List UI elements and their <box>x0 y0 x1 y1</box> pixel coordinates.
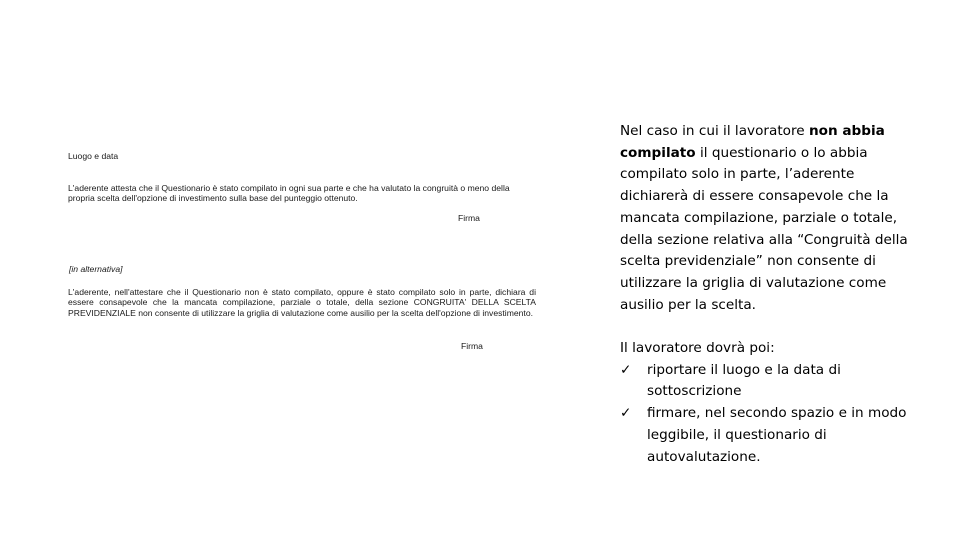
list-item-text: riportare il luogo e la data di sottoscrizione <box>647 361 841 400</box>
alternative-label: [in alternativa] <box>69 264 123 274</box>
signature-label-2: Firma <box>461 341 483 351</box>
list-item <box>620 403 910 468</box>
list-item <box>620 360 910 403</box>
list-item-text: firmare, nel secondo spazio e in modo leggibile, il questionario di autovalutazione. <box>647 405 907 465</box>
intro-bold: non abbia compilato <box>620 123 885 161</box>
spacer <box>620 316 910 338</box>
signature-label-1: Firma <box>458 213 480 223</box>
check-icon: ✓ <box>620 361 632 378</box>
explanation-text <box>620 121 910 468</box>
intro-suffix: il questionario o lo abbia compilato solo in parte, l’aderente dichiarerà di essere consapevole che la mancata compilazione, parziale o totale, della sezione relativa alla “Congruità della scelta previdenziale” non consente di utilizzare la griglia di valutazione come ausilio per la scelta. <box>620 144 908 313</box>
place-date-label: Luogo e data <box>68 151 119 161</box>
declaration-paragraph: L'aderente attesta che il Questionario è stato compilato in ogni sua parte e che ha valutato la congruità o meno della propria scelta dell'opzione di investimento sulla base del punteggio ottenuto. <box>68 183 510 204</box>
intro-prefix: Nel caso in cui il lavoratore <box>620 123 809 139</box>
alternative-paragraph: L'aderente, nell'attestare che il Questionario non è stato compilato, oppure è stato compilato solo in parte, dichiara di essere consapevole che la mancata compilazione, parziale o totale, della sezione CONGRUITA' DELLA SCELTA PREVIDENZIALE non consente di utilizzare la griglia di valutazione come ausilio per la scelta dell'opzione di investimento. <box>68 287 536 318</box>
duties-list <box>620 360 910 469</box>
check-icon: ✓ <box>620 405 632 422</box>
duties-title: Il lavoratore dovrà poi: <box>620 340 775 357</box>
intro-paragraph <box>620 121 910 316</box>
